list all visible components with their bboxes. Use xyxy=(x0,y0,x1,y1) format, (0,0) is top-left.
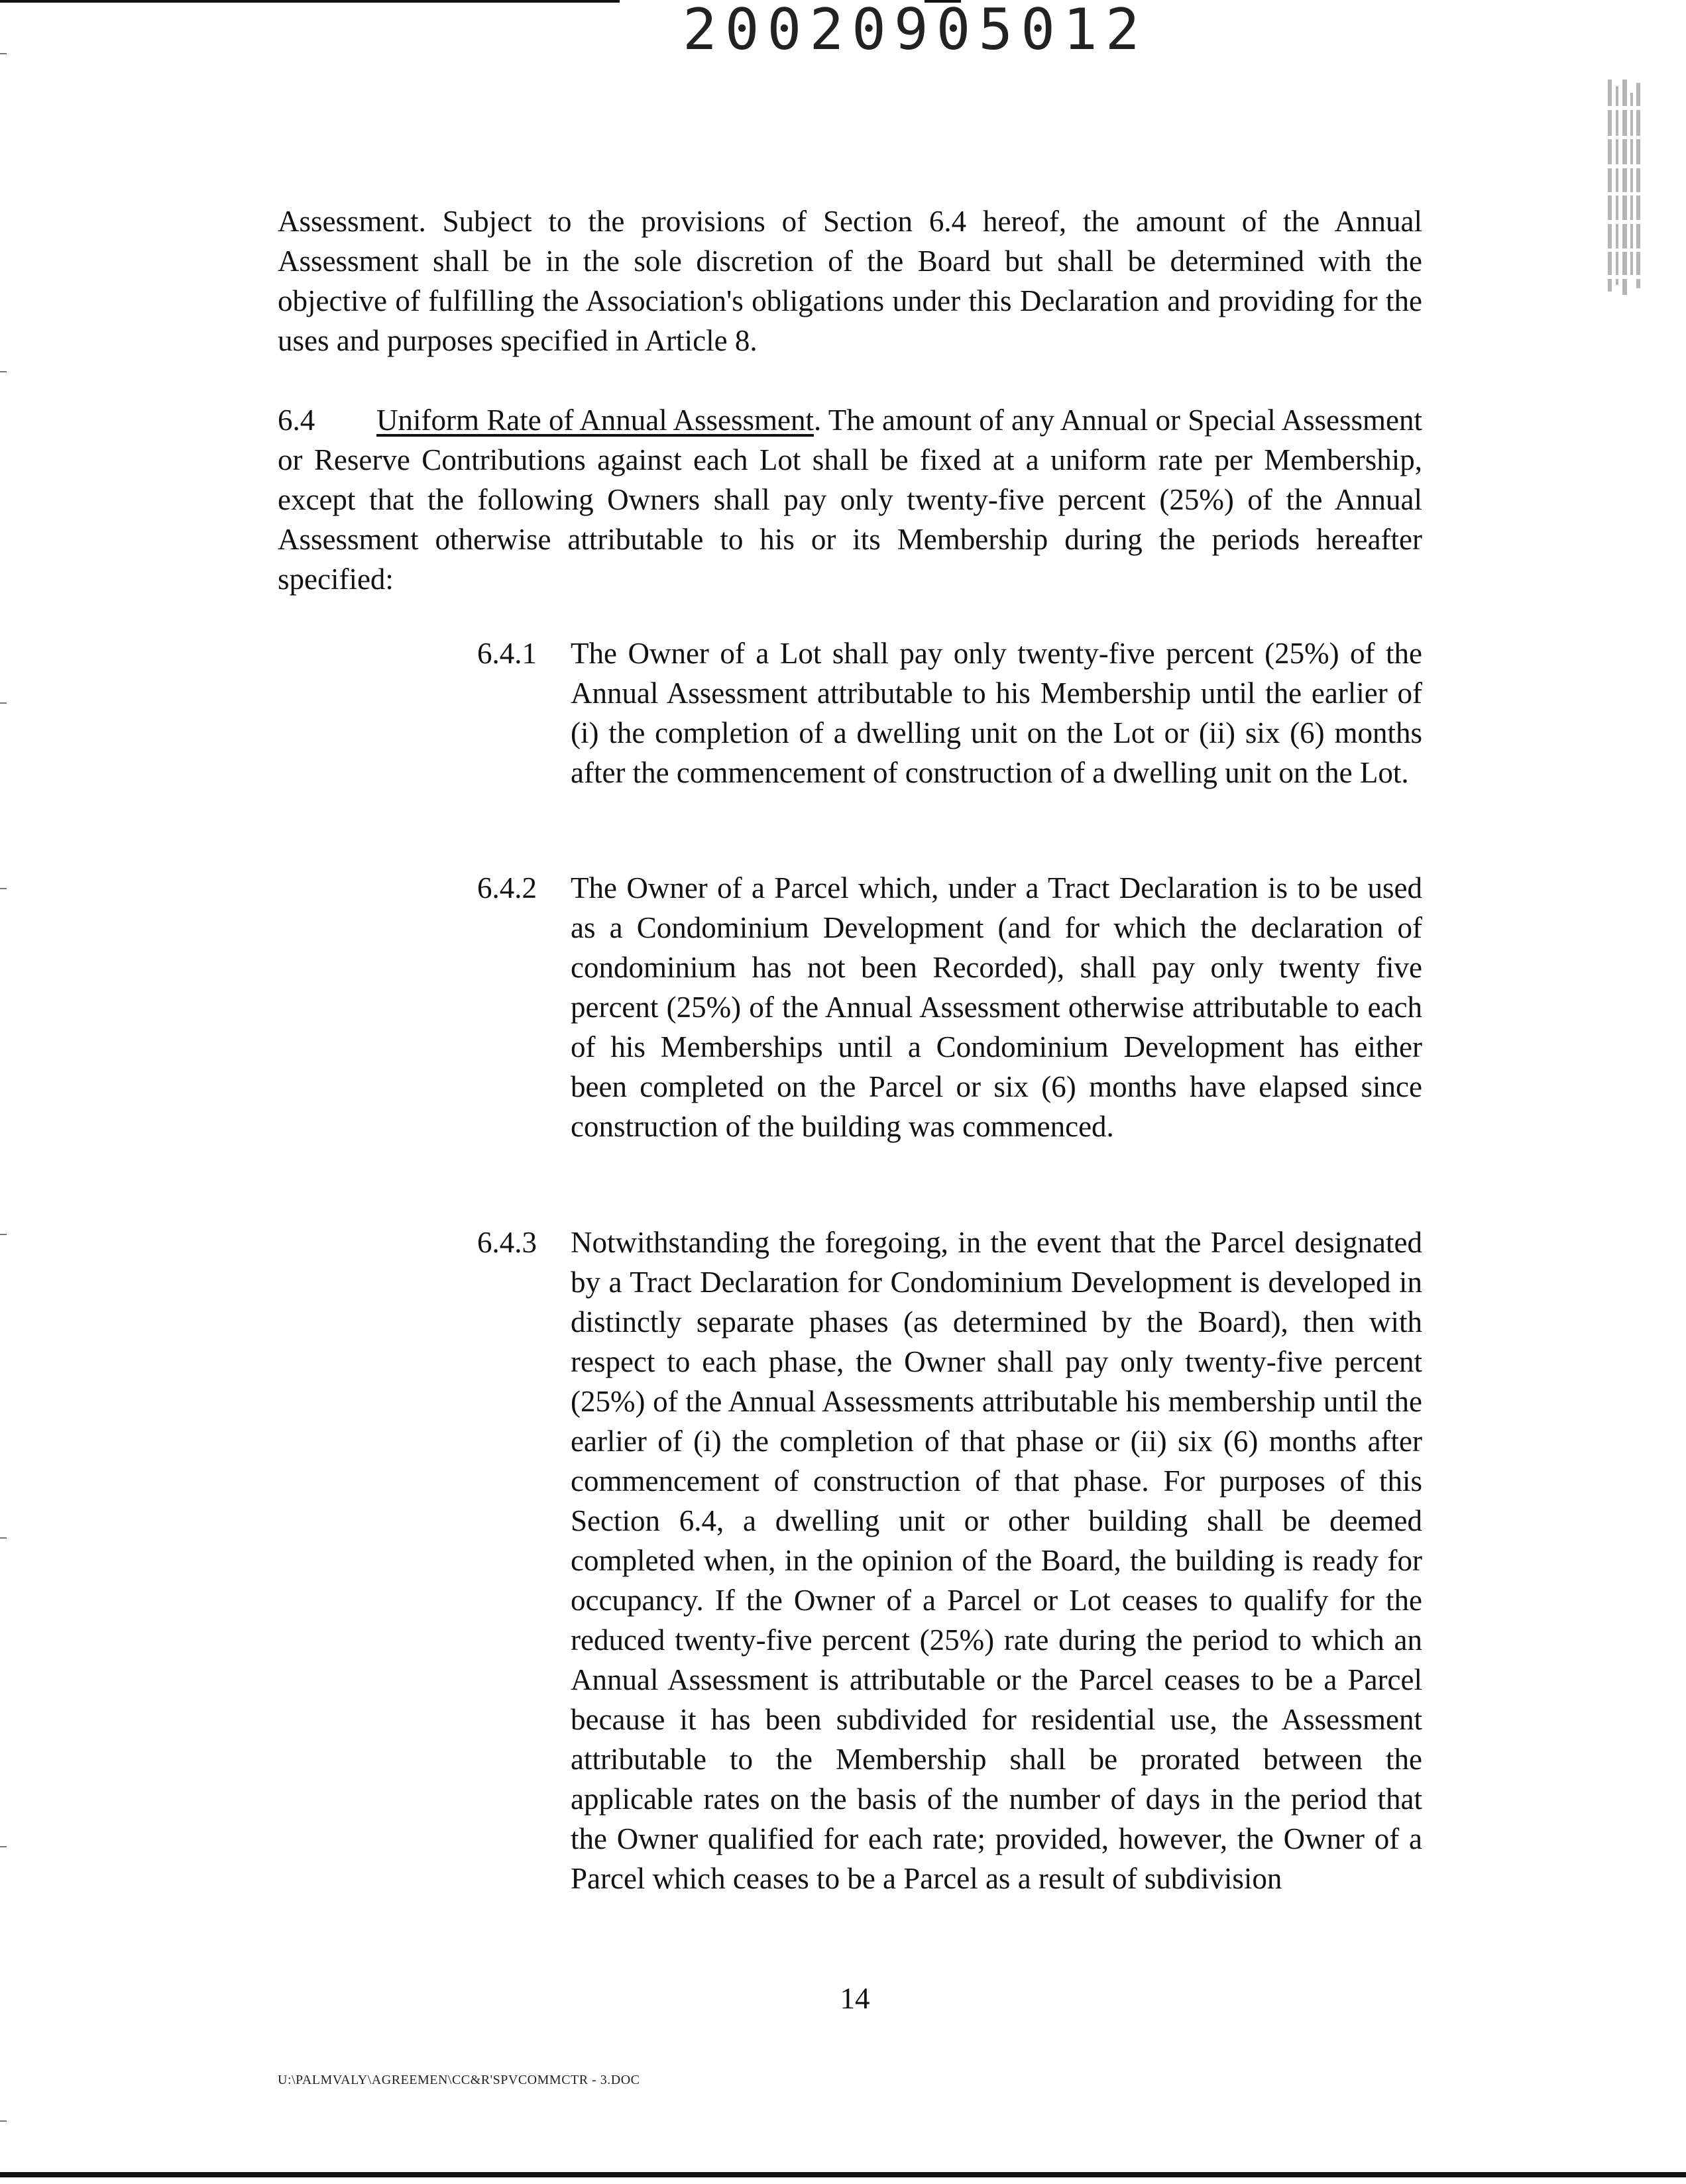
continuation-paragraph: Assessment. Subject to the provisions of Section 6.4 hereof, the amount of the Annual Assessment shall be in the sole discretion of the Board but shall be determined with the objective of fulfilling the Association's obligations under this Declaration and providing for the uses and purposes specified in Article 8. xyxy=(278,205,1422,357)
margin-mark xyxy=(0,1537,7,1539)
vertical-stamp-graphic xyxy=(1604,80,1644,298)
page-number: 14 xyxy=(840,1982,870,2015)
section-heading: Uniform Rate of Annual Assessment xyxy=(376,404,815,437)
vertical-stamp xyxy=(1604,80,1644,298)
section-text: . The amount of any Annual or Special Assessment or Reserve Contributions against each Lot shall be fixed at a uniform rate per Membership, except that the following Owners shall pay only twenty-five percent (25%) of the Annual Assessment otherwise attributable to his or its Membership during the periods hereafter specified: xyxy=(278,404,1422,596)
subsection-number: 6.4.3 xyxy=(477,1226,537,1259)
subsection-text: Notwithstanding the foregoing, in the event that the Parcel designated by a Tract Declaration for Condominium Development is developed in distinctly separate phases (as determined by the Board), then with respect to each phase, the Owner shall pay only twenty-five percent (25%) of the Annual Assessments attributable his membership until the earlier of (i) the completion of that phase or (ii) six (6) months after commencement of construction of that phase. For purposes of this Section 6.4, a dwelling unit or other building shall be deemed completed when, in the opinion of the Board, the building is ready for occupancy. If the Owner of a Parcel or Lot ceases to qualify for the reduced twenty-five percent (25%) rate during the period to which an Annual Assessment is attributable or the Parcel ceases to be a Parcel because it has been subdivided for residential use, the Assessment attributable to the Membership shall be prorated between the applicable rates on the basis of the number of days in the period that the Owner qualified for each rate; provided, however, the Owner of a Parcel which ceases to be a Parcel as a result of subdivision xyxy=(571,1226,1422,1895)
subsection-number: 6.4.2 xyxy=(477,871,537,904)
section-6-4-paragraph xyxy=(278,400,1422,599)
subsection-text: The Owner of a Lot shall pay only twenty-five percent (25%) of the Annual Assessment attributable to his Membership until the earlier of (i) the completion of a dwelling unit on the Lot or (ii) six (6) months after the commencement of construction of a dwelling unit on the Lot. xyxy=(571,637,1422,789)
recording-number: 20020905012 xyxy=(683,0,1148,63)
margin-mark xyxy=(0,53,7,54)
subsection-text: The Owner of a Parcel which, under a Tract Declaration is to be used as a Condominium Development (and for which the declaration of condominium has not been Recorded), shall pay only twenty five percent (25%) of the Annual Assessment otherwise attributable to each of his Memberships until a Condominium Development has either been completed on the Parcel or six (6) months have elapsed since construction of the building was commenced. xyxy=(571,871,1422,1143)
subsection-number: 6.4.1 xyxy=(477,637,537,670)
bottom-rule xyxy=(0,2172,1686,2177)
margin-mark xyxy=(0,702,7,704)
margin-mark xyxy=(0,1846,7,1847)
margin-mark xyxy=(0,888,7,889)
top-rule xyxy=(0,0,620,3)
margin-mark xyxy=(0,2120,7,2122)
section-number: 6.4 xyxy=(278,404,315,437)
margin-mark xyxy=(0,1234,7,1235)
margin-mark xyxy=(0,371,7,372)
footer-file-path: U:\PALMVALY\AGREEMEN\CC&R'SPVCOMMCTR - 3.DOC xyxy=(278,2073,640,2087)
